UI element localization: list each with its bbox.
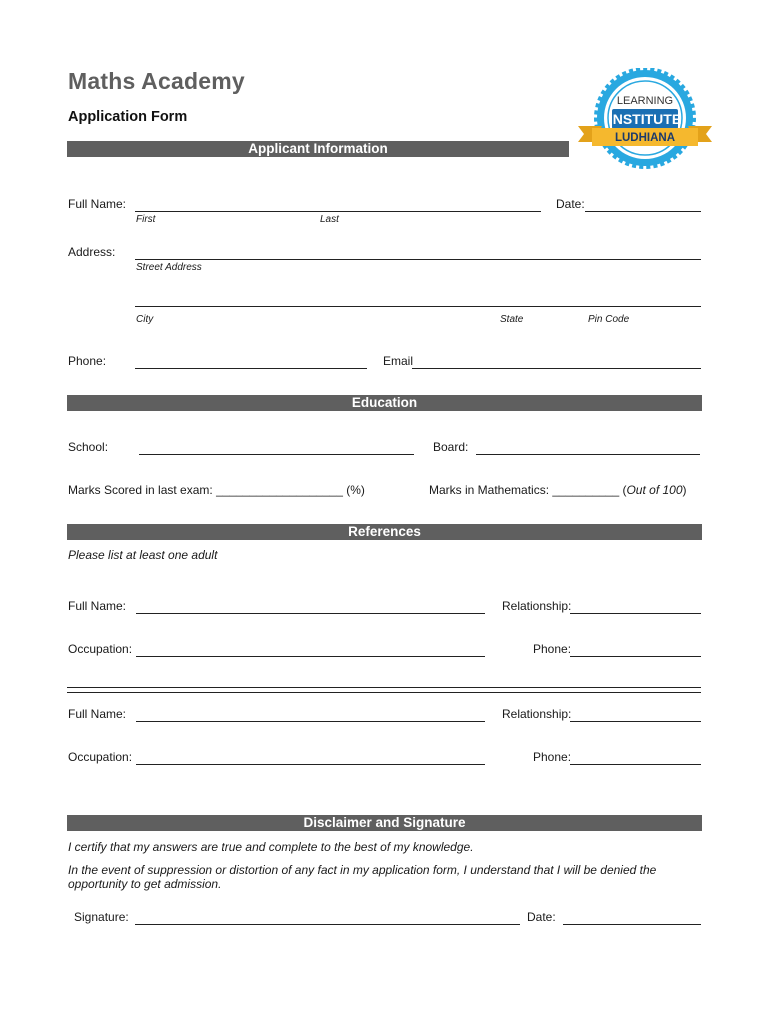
ref2-phone-label: Phone: <box>533 750 572 764</box>
phone-field[interactable] <box>135 368 367 369</box>
signature-date-label: Date: <box>527 910 556 924</box>
address-label: Address: <box>68 245 116 259</box>
date-field[interactable] <box>585 211 701 212</box>
ref2-occupation-label: Occupation: <box>68 750 133 764</box>
first-name-hint: First <box>136 214 156 225</box>
maths-marks-row <box>429 483 687 497</box>
email-label: Email <box>383 354 414 368</box>
form-subtitle: Application Form <box>68 109 188 125</box>
section-disclaimer-signature: Disclaimer and Signature <box>67 815 702 831</box>
page-title: Maths Academy <box>68 68 245 94</box>
board-label: Board: <box>433 440 469 454</box>
full-name-field[interactable] <box>135 211 541 212</box>
ref2-relationship-field[interactable] <box>570 721 701 722</box>
signature-field[interactable] <box>135 924 520 925</box>
ref1-occupation-field[interactable] <box>136 656 485 657</box>
maths-marks-field[interactable]: __________ <box>552 483 620 497</box>
ref1-phone-label: Phone: <box>533 642 572 656</box>
pin-code-hint: Pin Code <box>588 314 630 325</box>
ref2-full-name-label: Full Name: <box>68 707 127 721</box>
logo-line-2: INSTITUTE <box>608 111 682 127</box>
marks-scored-label: Marks Scored in last exam: <box>68 483 213 497</box>
full-name-label: Full Name: <box>68 197 127 211</box>
maths-paren-close: ) <box>682 483 687 497</box>
logo-line-1: LEARNING <box>616 95 674 107</box>
state-hint: State <box>500 314 524 325</box>
ref1-phone-field[interactable] <box>570 656 701 657</box>
signature-date-field[interactable] <box>563 924 701 925</box>
marks-scored-row <box>68 483 365 497</box>
section-references: References <box>67 524 702 540</box>
marks-scored-unit: (%) <box>346 483 365 497</box>
section-education: Education <box>67 395 702 411</box>
logo-line-3: LUDHIANA <box>614 132 676 144</box>
ref1-full-name-label: Full Name: <box>68 599 127 613</box>
references-note: Please list at least one adult <box>68 548 218 562</box>
school-field[interactable] <box>139 454 414 455</box>
ref2-relationship-label: Relationship: <box>502 707 572 721</box>
ref1-relationship-label: Relationship: <box>502 599 572 613</box>
reference-divider-bottom <box>67 692 701 693</box>
ref2-full-name-field[interactable] <box>136 721 485 722</box>
maths-out-of: Out of 100 <box>626 483 683 497</box>
ref2-phone-field[interactable] <box>570 764 701 765</box>
street-address-hint: Street Address <box>136 262 202 273</box>
ref1-full-name-field[interactable] <box>136 613 485 614</box>
institute-logo <box>576 68 714 172</box>
phone-label: Phone: <box>68 354 107 368</box>
date-label: Date: <box>556 197 585 211</box>
city-state-pin-field[interactable] <box>135 306 701 307</box>
suppression-statement: In the event of suppression or distortion of any fact in my application form, I understand that I will be denied the opportunity to get admission. <box>68 863 657 891</box>
ref1-relationship-field[interactable] <box>570 613 701 614</box>
reference-divider-top <box>67 687 701 688</box>
street-address-field[interactable] <box>135 259 701 260</box>
last-name-hint: Last <box>320 214 339 225</box>
city-hint: City <box>136 314 154 325</box>
maths-marks-label: Marks in Mathematics: <box>429 483 550 497</box>
signature-label: Signature: <box>74 910 129 924</box>
school-label: School: <box>68 440 109 454</box>
board-field[interactable] <box>476 454 700 455</box>
certification-statement: I certify that my answers are true and complete to the best of my knowledge. <box>68 840 474 854</box>
section-applicant-information: Applicant Information <box>67 141 569 157</box>
marks-scored-field[interactable]: ___________________ <box>216 483 343 497</box>
email-field[interactable] <box>412 368 701 369</box>
ref1-occupation-label: Occupation: <box>68 642 133 656</box>
ref2-occupation-field[interactable] <box>136 764 485 765</box>
maths-paren-open: ( <box>622 483 627 497</box>
